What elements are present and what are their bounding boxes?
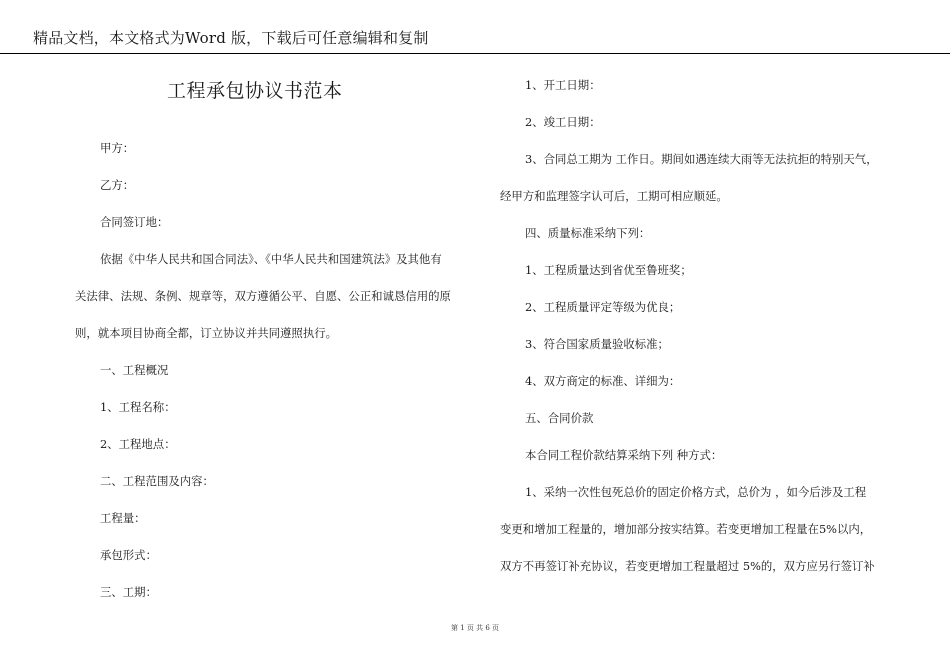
price-clause-line-3: 双方不再签订补充协议，若变更增加工程量超过 5%的，双方应另行签订补: [500, 559, 875, 573]
quantity-line: 工程量：: [100, 511, 146, 525]
section-heading-2: 二、工程范围及内容：: [100, 474, 214, 488]
price-method-line: 本合同工程价款结算采纳下列 种方式：: [525, 448, 723, 462]
page-number: 第 1 页 共 6 页: [450, 624, 500, 632]
quality-item-3: 3、符合国家质量验收标准；: [525, 337, 669, 351]
section-heading-5: 五、合同价款: [525, 411, 594, 425]
preamble-line-2: 关法律、法规、条例、规章等，双方遵循公平、自愿、公正和诚恳信用的原: [75, 289, 451, 303]
document-header: [0, 0, 950, 54]
document-title: 工程承包协议书范本: [167, 80, 343, 102]
party-a-line: 甲方：: [100, 141, 135, 155]
project-name-line: 1、工程名称：: [100, 400, 176, 414]
price-clause-line-2: 变更和增加工程量的，增加部分按实结算。若变更增加工程量在5%以内，: [500, 522, 872, 536]
preamble-line-1: 依据《中华人民共和国合同法》、《中华人民共和国建筑法》及其他有: [100, 252, 442, 266]
section-heading-4: 四、质量标准采纳下列：: [525, 226, 651, 240]
quality-item-4: 4、双方商定的标准、详细为：: [525, 374, 681, 388]
project-site-line: 2、工程地点：: [100, 437, 176, 451]
preamble-line-3: 则，就本项目协商全都，订立协议并共同遵照执行。: [75, 326, 337, 340]
quality-item-1: 1、工程质量达到省优至鲁班奖；: [525, 263, 692, 277]
completion-date-line: 2、竣工日期：: [525, 115, 601, 129]
start-date-line: 1、开工日期：: [525, 78, 601, 92]
price-clause-line-1: 1、采纳一次性包死总价的固定价格方式，总价为 ，如今后涉及工程: [525, 485, 867, 499]
party-b-line: 乙方：: [100, 178, 135, 192]
section-heading-1: 一、工程概况: [100, 363, 169, 377]
total-duration-line-1: 3、合同总工期为 工作日。期间如遇连续大雨等无法抗拒的特别天气，: [525, 152, 878, 166]
contract-form-line: 承包形式：: [100, 548, 157, 562]
section-heading-3: 三、工期：: [100, 585, 157, 599]
quality-item-2: 2、工程质量评定等级为优良；: [525, 300, 681, 314]
total-duration-line-2: 经甲方和监理签字认可后，工期可相应顺延。: [500, 189, 728, 203]
header-notice: 精品文档，本文格式为Word 版，下载后可任意编辑和复制: [33, 29, 429, 47]
signing-place-line: 合同签订地：: [100, 215, 169, 229]
